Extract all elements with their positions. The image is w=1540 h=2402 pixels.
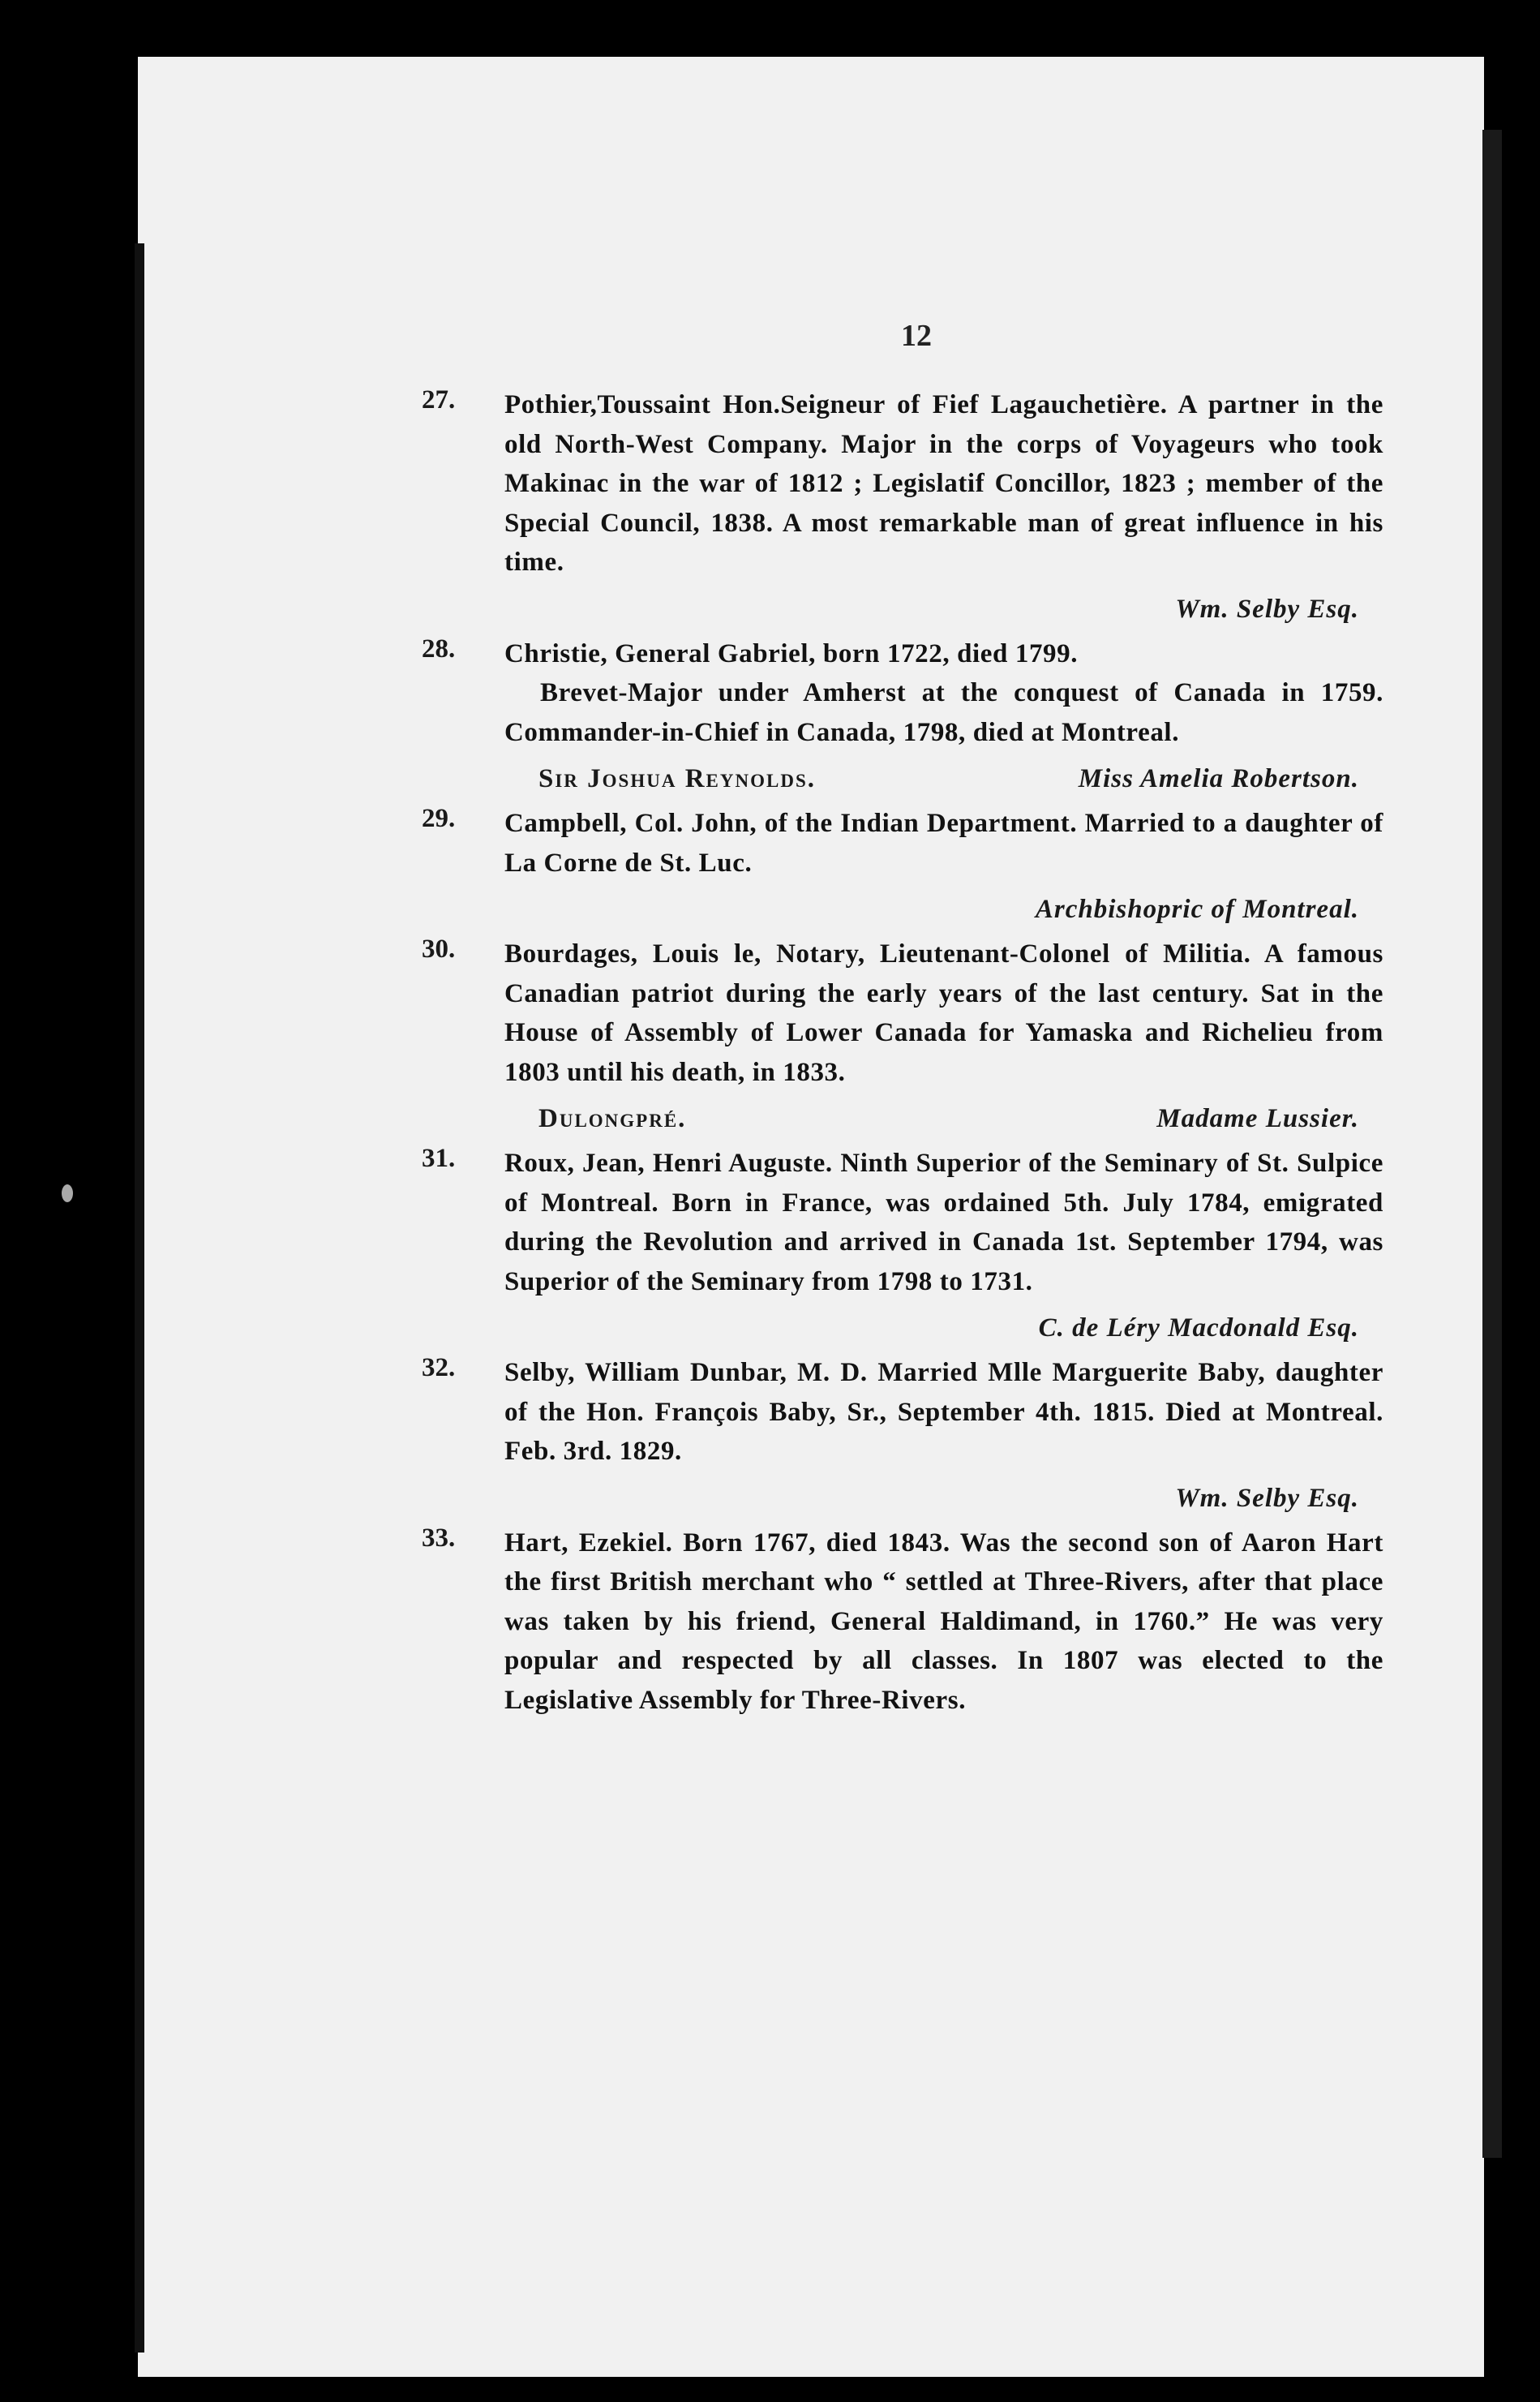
page-number: 12 (901, 319, 932, 353)
artist-name: Dulongpré. (538, 1104, 687, 1133)
entry-credit: Wm. Selby Esq. (1175, 1483, 1359, 1513)
entry-number: 29. (422, 804, 456, 833)
entry-credit: C. de Léry Macdonald Esq. (1038, 1313, 1359, 1343)
entry-27 (422, 385, 1383, 582)
entry-number: 27. (422, 385, 456, 415)
entry-number: 33. (422, 1523, 456, 1553)
entry-text: Pothier,Toussaint Hon.Seigneur of Fief Lagauchetière. A partner in the old North-West Company. Major in the corps of Voyageurs who took Makinac in the war of 1812 ; Legislatif Concillor, 1823 ; member of the Special Council, 1838. A most remarkable man of great influence in his time. (504, 390, 1383, 577)
entry-text: Roux, Jean, Henri Auguste. Ninth Superior of the Seminary of St. Sulpice of Montreal. Born in France, was ordained 5th. July 1784, emigrated during the Revolution and arrived in Canada 1st. September 1794, was Superior of the Seminary from 1798 to 1731. (504, 1149, 1383, 1296)
entry-text: Selby, William Dunbar, M. D. Married Mlle Marguerite Baby, daughter of the Hon. François Baby, Sr., September 4th. 1815. Died at Montreal. Feb. 3rd. 1829. (504, 1358, 1383, 1466)
entry-number: 31. (422, 1144, 456, 1173)
page-edge-right (1482, 130, 1502, 2158)
artist-owner-row (422, 758, 1383, 799)
entry-credit: Archbishopric of Montreal. (1035, 895, 1359, 924)
catalogue-entries (422, 385, 1383, 1726)
entry-text: Campbell, Col. John, of the Indian Department. Married to a daughter of La Corne de St. Luc. (504, 809, 1383, 878)
entry-number: 30. (422, 935, 456, 964)
entry-text: Hart, Ezekiel. Born 1767, died 1843. Was the second son of Aaron Hart the first British merchant who “ settled at Three-Rivers, after that place was taken by his friend, General Haldimand, in 1760.” He was very popular and respected by all classes. In 1807 was elected to the Legislative Assembly for Three-Rivers. (504, 1528, 1383, 1715)
entry-29 (422, 804, 1383, 883)
page-edge-left (135, 243, 144, 2353)
entry-number: 32. (422, 1353, 456, 1382)
entry-33 (422, 1523, 1383, 1721)
entry-credit: Wm. Selby Esq. (1175, 594, 1359, 624)
entry-text: Bourdages, Louis le, Notary, Lieutenant-Colonel of Militia. A famous Canadian patriot during the early years of the last century. Sat in the House of Assembly of Lower Canada for Yamaska and Richelieu from 1803 until his death, in 1833. (504, 939, 1383, 1087)
owner-name: Miss Amelia Robertson. (1078, 764, 1359, 793)
entry-32 (422, 1353, 1383, 1472)
entry-detail: Brevet-Major under Amherst at the conquest of Canada in 1759. Commander-in-Chief in Canada, 1798, died at Montreal. (504, 678, 1383, 747)
artist-owner-row (422, 1098, 1383, 1139)
entry-31 (422, 1144, 1383, 1301)
artist-name: Sir Joshua Reynolds. (538, 764, 816, 793)
entry-28 (422, 634, 1383, 753)
entry-30 (422, 935, 1383, 1092)
entry-number: 28. (422, 634, 456, 664)
owner-name: Madame Lussier. (1156, 1104, 1359, 1133)
scan-speck (62, 1184, 73, 1202)
entry-text: Christie, General Gabriel, born 1722, died 1799. (504, 638, 1079, 668)
